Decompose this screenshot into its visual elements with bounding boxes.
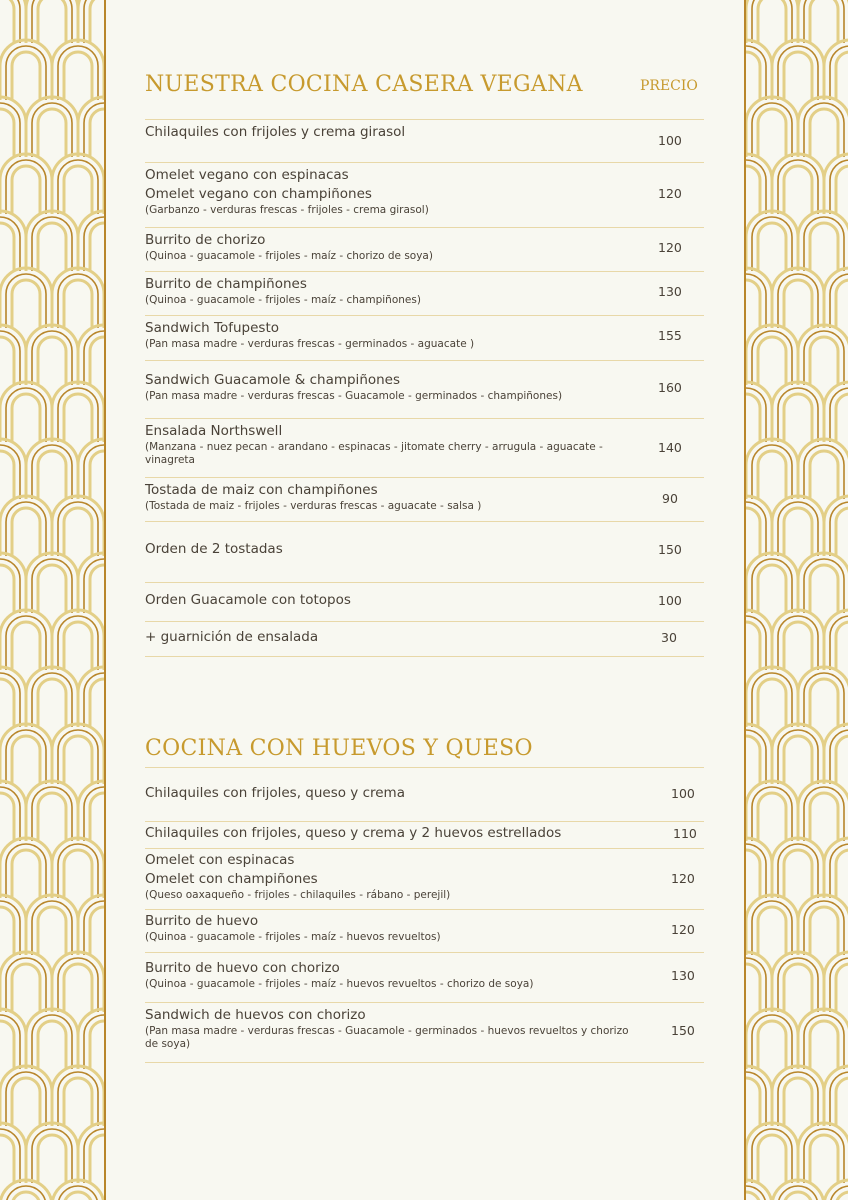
item-price: 100 — [671, 786, 695, 801]
menu-item — [145, 591, 704, 610]
item-description: (Quinoa - guacamole - frijoles - maíz - chorizo de soya) — [145, 250, 433, 262]
right-border-pattern — [744, 0, 848, 1200]
divider — [145, 315, 704, 316]
item-price: 110 — [673, 826, 697, 841]
item-name: Orden Guacamole con totopos — [145, 592, 351, 608]
item-price: 150 — [671, 1023, 695, 1038]
item-price: 90 — [662, 491, 678, 506]
item-description: (Tostada de maiz - frijoles - verduras frescas - aguacate - salsa ) — [145, 500, 482, 512]
item-price: 120 — [658, 240, 682, 255]
price-column-header: PRECIO — [640, 78, 698, 94]
divider — [145, 821, 704, 822]
menu-item — [145, 784, 704, 803]
left-border-pattern — [0, 0, 106, 1200]
item-price: 150 — [658, 542, 682, 557]
item-name: Ensalada Northswell — [145, 423, 283, 439]
divider — [145, 119, 704, 120]
item-name: Omelet vegano con espinacas — [145, 167, 349, 183]
item-description: (Garbanzo - verduras frescas - frijoles - crema girasol) — [145, 204, 429, 216]
menu-item — [145, 540, 704, 559]
divider — [145, 162, 704, 163]
section-title-vegana: NUESTRA COCINA CASERA VEGANA — [145, 72, 583, 97]
divider — [145, 477, 704, 478]
menu-item — [145, 123, 704, 148]
divider — [145, 621, 704, 622]
item-name: Tostada de maiz con champiñones — [145, 482, 378, 498]
menu-item — [145, 851, 704, 902]
item-name: Burrito de huevo — [145, 913, 259, 929]
item-name: Burrito de huevo con chorizo — [145, 960, 340, 976]
item-description: (Pan masa madre - verduras frescas - germinados - aguacate ) — [145, 338, 475, 350]
divider — [145, 521, 704, 522]
menu-item — [145, 422, 704, 467]
item-price: 100 — [658, 133, 682, 148]
divider — [145, 418, 704, 419]
item-name: Chilaquiles con frijoles y crema girasol — [145, 124, 406, 140]
item-name: Orden de 2 tostadas — [145, 541, 283, 557]
menu-item — [145, 628, 704, 647]
divider — [145, 227, 704, 228]
menu-item — [145, 166, 704, 217]
item-price: 120 — [671, 871, 695, 886]
item-price: 160 — [658, 380, 682, 395]
item-name: Burrito de chorizo — [145, 232, 266, 248]
menu-item — [145, 959, 704, 991]
item-price: 100 — [658, 593, 682, 608]
item-price: 120 — [671, 922, 695, 937]
menu-item — [145, 481, 704, 513]
item-name: Omelet con champiñones — [145, 871, 318, 887]
item-description: (Quinoa - guacamole - frijoles - maíz - champiñones) — [145, 294, 421, 306]
item-name: Sandwich de huevos con chorizo — [145, 1007, 366, 1023]
item-price: 130 — [671, 968, 695, 983]
arch-pattern-icon — [746, 0, 848, 1200]
item-description: (Pan masa madre - verduras frescas - Guacamole - germinados - huevos revueltos y chorizo de soya) — [145, 1025, 629, 1050]
item-price: 30 — [661, 630, 677, 645]
item-name: Burrito de champiñones — [145, 276, 307, 292]
item-name: Sandwich Tofupesto — [145, 320, 280, 336]
divider — [145, 1002, 704, 1003]
menu-page — [106, 0, 744, 1200]
divider — [145, 582, 704, 583]
item-name: Omelet con espinacas — [145, 852, 295, 868]
item-name: Sandwich Guacamole & champiñones — [145, 372, 401, 388]
menu-item — [145, 231, 704, 263]
divider — [145, 1062, 704, 1063]
item-price: 155 — [658, 328, 682, 343]
divider — [145, 767, 704, 768]
divider — [145, 656, 704, 657]
item-name: + guarnición de ensalada — [145, 629, 319, 645]
arch-pattern-icon — [0, 0, 104, 1200]
item-description: (Manzana - nuez pecan - arandano - espinacas - jitomate cherry - arrugula - aguacate - vinagreta — [145, 441, 603, 466]
divider — [145, 909, 704, 910]
divider — [145, 952, 704, 953]
menu-item — [145, 1006, 704, 1051]
item-description: (Pan masa madre - verduras frescas - Guacamole - germinados - champiñones) — [145, 390, 563, 402]
item-name: Chilaquiles con frijoles, queso y crema — [145, 785, 405, 801]
item-name: Omelet vegano con champiñones — [145, 186, 372, 202]
menu-item — [145, 319, 704, 351]
menu-item — [145, 824, 704, 843]
item-price: 130 — [658, 284, 682, 299]
menu-item — [145, 912, 704, 944]
item-description: (Quinoa - guacamole - frijoles - maíz - huevos revueltos) — [145, 931, 441, 943]
item-price: 120 — [658, 186, 682, 201]
item-name: Chilaquiles con frijoles, queso y crema y 2 huevos estrellados — [145, 825, 562, 841]
item-price: 140 — [658, 440, 682, 455]
item-description: (Queso oaxaqueño - frijoles - chilaquiles - rábano - perejil) — [145, 889, 451, 901]
section-title-huevos-queso: COCINA CON HUEVOS Y QUESO — [145, 736, 533, 761]
menu-item — [145, 371, 704, 403]
divider — [145, 848, 704, 849]
divider — [145, 360, 704, 361]
item-description: (Quinoa - guacamole - frijoles - maíz - huevos revueltos - chorizo de soya) — [145, 978, 534, 990]
menu-item — [145, 275, 704, 307]
divider — [145, 271, 704, 272]
